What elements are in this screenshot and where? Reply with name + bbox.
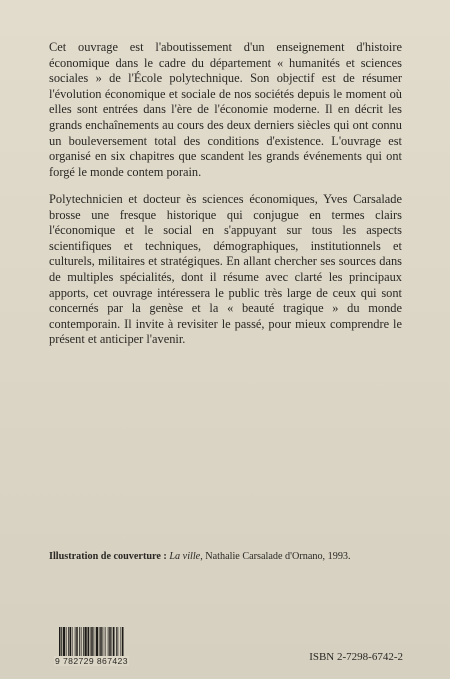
- author-paragraph: Polytechnicien et docteur ès sciences économiques, Yves Carsalade brosse une fresque historique qui conjugue en termes clairs l'économique et le social en s'appuyant sur tous les aspects scientifiques et techniques, démographiques, institutionnels et culturels, militaires et stratégiques. En allant chercher ses sources dans de multiples spécialités, dont il résume avec clarté les principaux apports, cet ouvrage intéressera le public très large de ceux qui sont concernés par la genèse et la « beauté tragique » du monde contemporain. Il invite à revisiter le passé, pour mieux comprendre le présent et anticiper l'avenir.: [49, 192, 402, 347]
- illustration-label: Illustration de couverture :: [49, 551, 167, 562]
- barcode-bar: [94, 627, 95, 657]
- illustration-caption: [49, 550, 409, 563]
- barcode-bar: [63, 627, 65, 657]
- barcode-bar: [122, 627, 124, 657]
- barcode-bar: [108, 627, 109, 657]
- barcode-bar: [109, 627, 111, 657]
- description-paragraph-1: Cet ouvrage est l'aboutissement d'un enseignement d'histoire économique dans le cadre du département « humanités et sciences sociales » de l'École polytechnique. Son objectif est de résumer l'évolution économique et sociale de nos sociétés depuis le moment où elles sont entrées dans l'ère de l'économie moderne. Il en décrit les grands enchaînements au cours des deux derniers siècles qui ont connu un bouleversement total des conditions d'existence. L'ouvrage est organisé en six chapitres que scandent les grands événements qui ont forgé le monde contem porain.: [49, 40, 402, 179]
- barcode-bar: [59, 627, 61, 657]
- barcode-bar: [88, 627, 90, 657]
- barcode-bar: [96, 627, 98, 657]
- barcode-bar: [90, 627, 91, 657]
- barcode-bar: [68, 627, 69, 657]
- barcode-bar: [70, 627, 72, 657]
- barcode-bar: [103, 627, 104, 657]
- barcode-bar: [116, 627, 117, 657]
- barcode-bar: [66, 627, 67, 657]
- barcode-bar: [105, 627, 106, 657]
- barcode-bar: [112, 627, 113, 657]
- barcode-bar: [91, 627, 93, 657]
- barcode-bar: [83, 627, 84, 657]
- barcode-bar: [75, 627, 76, 657]
- barcode-bar: [121, 627, 122, 657]
- barcode-bar: [81, 627, 82, 657]
- illustration-title: La ville: [169, 551, 201, 562]
- barcode-number: 9 782729 867423: [55, 656, 128, 666]
- barcode-bar: [85, 627, 87, 657]
- barcode-icon: [58, 627, 130, 657]
- isbn: ISBN 2-7298-6742-2: [309, 651, 403, 663]
- barcode-bar: [99, 627, 100, 657]
- illustration-credit: , Nathalie Carsalade d'Ornano, 1993.: [200, 551, 351, 562]
- barcode-bar: [113, 627, 115, 657]
- barcode-bar: [72, 627, 73, 657]
- barcode-bar: [118, 627, 119, 657]
- barcode-bar: [61, 627, 62, 657]
- barcode-bar: [76, 627, 78, 657]
- barcode-bar: [79, 627, 80, 657]
- barcode-bar: [100, 627, 102, 657]
